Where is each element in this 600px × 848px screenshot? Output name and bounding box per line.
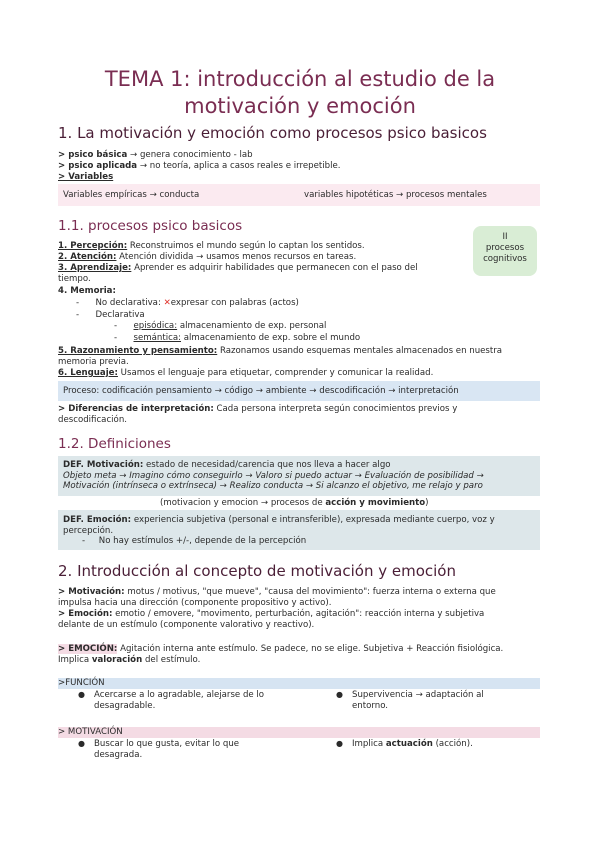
motivacion-def: > Motivación: motus / motivus, "que mueve", "causa del movimiento": fuerza interna o externa que xyxy=(58,587,496,597)
bullet-icon: ● xyxy=(336,690,343,699)
bullet-icon: ● xyxy=(336,739,343,748)
memoria-declarativa: - Declarativa xyxy=(76,310,145,320)
memoria-no-declarativa: - No declarativa: ✕expresar con palabras (actos) xyxy=(76,298,299,308)
s1-line-psico-basica: > psico básica → genera conocimiento - lab xyxy=(58,150,253,160)
def-emocion-sub: - No hay estímulos +/-, depende de la percepción xyxy=(82,536,307,546)
def-motivacion-proceso-2: Motivación (intrínseca o extrínseca) → Realizo conducta → Si alcanzo el objetivo, me relajo y paro xyxy=(63,481,483,491)
variables-empiricas: Variables empíricas → conducta xyxy=(63,190,200,200)
emocion-upper-cont: Implica valoración del estímulo. xyxy=(58,655,201,665)
memoria-semantica: - semántica: almacenamiento de exp. sobre el mundo xyxy=(114,333,361,343)
s1-line-variables: > Variables xyxy=(58,172,114,182)
diferencias-interpretacion-cont: descodificación. xyxy=(58,415,127,425)
proceso-box xyxy=(58,381,540,401)
funcion-bullet-2: Supervivencia → adaptación al entorno. xyxy=(352,690,484,711)
item-memoria: 4. Memoria: xyxy=(58,286,116,296)
item-razonamiento: 5. Razonamiento y pensamiento: Razonamos usando esquemas mentales almacenados en nuestra xyxy=(58,346,503,356)
item-lenguaje: 6. Lenguaje: Usamos el lenguaje para etiquetar, comprender y comunicar la realidad. xyxy=(58,368,434,378)
def-emocion-box xyxy=(58,510,540,550)
motivacion-label: > MOTIVACIÓN xyxy=(58,727,540,738)
item-atencion: 2. Atención: Atención dividida → usamos menos recursos en tareas. xyxy=(58,252,357,262)
badge-line-2: procesos xyxy=(485,243,525,253)
item-aprendizaje-cont: tiempo. xyxy=(58,274,91,284)
section-1-1-heading: 1.1. procesos psico basicos xyxy=(58,218,243,234)
proceso-label: Proceso: xyxy=(63,386,100,396)
item-razonamiento-cont: memoria previa. xyxy=(58,357,129,367)
item-percepcion: 1. Percepción: Reconstruimos el mundo según lo captan los sentidos. xyxy=(58,241,365,251)
def-motivacion-proceso-1: Objeto meta → Imagino cómo conseguirlo → Valoro si puedo actuar → Evaluación de posibilidad → xyxy=(63,470,484,481)
def-motivacion: DEF. Motivación: estado de necesidad/carencia que nos lleva a hacer algo xyxy=(63,460,391,470)
variables-hipoteticas: variables hipotéticas → procesos mentales xyxy=(304,190,487,200)
proceso-text: codificación pensamiento → código → ambiente → descodificación → interpretación xyxy=(99,386,459,396)
title-line-2: motivación y emoción xyxy=(184,94,416,118)
page-title xyxy=(0,66,600,120)
variables-box xyxy=(58,184,540,206)
title-line-1: TEMA 1: introducción al estudio de la xyxy=(104,67,496,91)
cross-icon: ✕ xyxy=(163,298,171,308)
motivacion-bullet-2: Implica actuación (acción). xyxy=(352,739,473,749)
emocion-upper: > EMOCIÓN: Agitación interna ante estímulo. Se padece, no se elige. Subjetiva + Reacción fisiológica. xyxy=(58,644,504,654)
diferencias-interpretacion: > Diferencias de interpretación: Cada persona interpreta según conocimientos previos y xyxy=(58,404,458,414)
emocion-def: > Emoción: emotio / emovere, "movimento, perturbación, agitación": reacción interna y subjetiva xyxy=(58,609,485,619)
procesos-cognitivos-badge xyxy=(473,226,537,276)
section-1-heading: 1. La motivación y emoción como procesos psico basicos xyxy=(58,124,487,142)
badge-numeral: II xyxy=(502,232,508,242)
funcion-label: >FUNCIÓN xyxy=(58,678,540,689)
def-emocion-cont: percepción. xyxy=(63,525,114,536)
badge-line-3: cognitivos xyxy=(483,254,527,264)
bullet-icon: ● xyxy=(78,739,85,748)
def-emocion: DEF. Emoción: experiencia subjetiva (personal e intransferible), expresada mediante cuerpo, voz y xyxy=(63,515,495,525)
def-motivacion-box xyxy=(58,456,540,496)
emocion-def-cont: delante de un estímulo (componente valorativo y reactivo). xyxy=(58,620,315,630)
section-2-heading: 2. Introducción al concepto de motivación y emoción xyxy=(58,562,456,580)
motivacion-def-cont: impulsa hacia una dirección (componente propositivo y activo). xyxy=(58,598,332,608)
bullet-icon: ● xyxy=(78,690,85,699)
item-aprendizaje: 3. Aprendizaje: Aprender es adquirir habilidades que permanecen con el paso del xyxy=(58,263,418,273)
funcion-bullet-1: Acercarse a lo agradable, alejarse de lo desagradable. xyxy=(94,690,265,711)
section-1-2-heading: 1.2. Definiciones xyxy=(58,436,171,452)
accion-movimiento-note: (motivacion y emocion → procesos de acción y movimiento) xyxy=(160,498,429,508)
s1-line-psico-aplicada: > psico aplicada → no teoría, aplica a casos reales e irrepetible. xyxy=(58,161,341,171)
motivacion-bullet-1: Buscar lo que gusta, evitar lo que desagrada. xyxy=(94,739,240,760)
memoria-episodica: - episódica: almacenamiento de exp. personal xyxy=(114,321,327,331)
